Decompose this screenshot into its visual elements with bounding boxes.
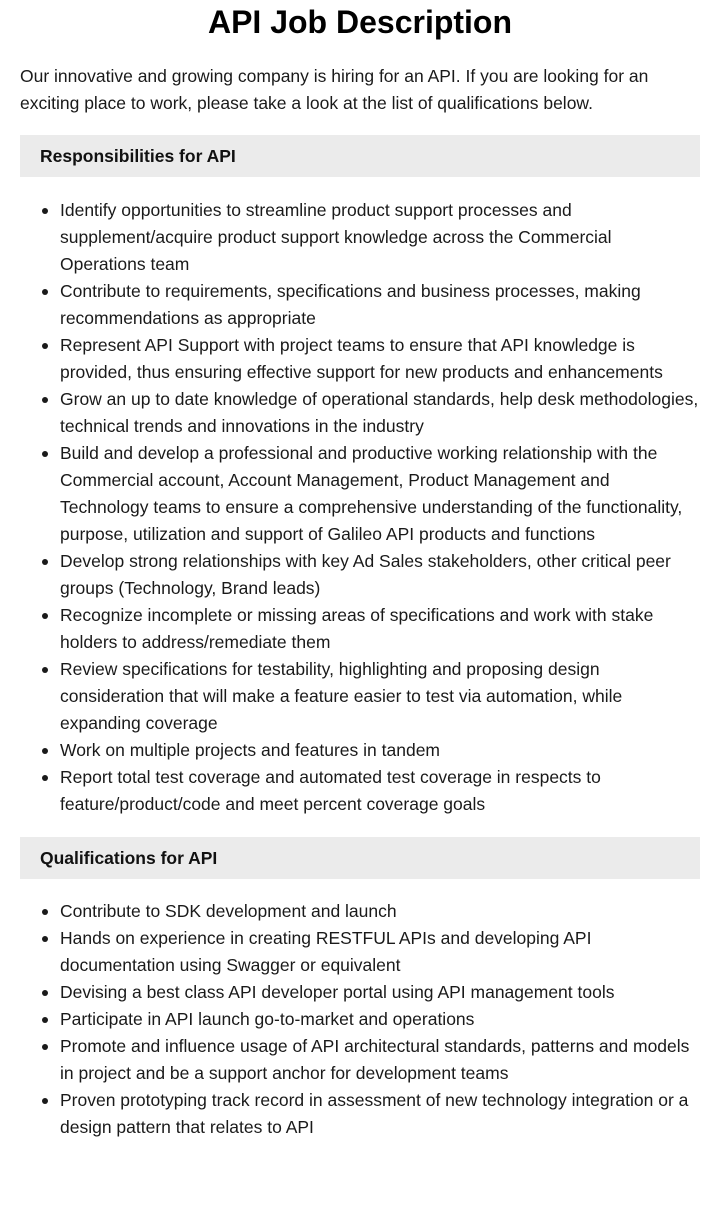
- bullet-icon: [42, 1017, 48, 1023]
- page-title: API Job Description: [207, 4, 513, 40]
- bullet-icon: [42, 936, 48, 942]
- list-item-text: Recognize incomplete or missing areas of specifications and work with stake holders to address/remediate them: [60, 605, 654, 652]
- list-item-text: Develop strong relationships with key Ad Sales stakeholders, other critical peer groups (Technology, Brand leads): [60, 551, 671, 598]
- intro-paragraph: Our innovative and growing company is hiring for an API. If you are looking for an exciting place to work, please take a look at the list of qualifications below.: [20, 66, 649, 113]
- bullet-icon: [42, 208, 48, 214]
- list-item: [60, 278, 700, 332]
- list-item-text: Participate in API launch go-to-market and operations: [60, 1009, 475, 1029]
- list-item: [60, 548, 700, 602]
- list-item-text: Build and develop a professional and productive working relationship with the Commercial account, Account Management, Product Management and Technology teams to ensure a comprehensive understanding of the functionality, purpose, utilization and support of Galileo API products and functions: [60, 443, 683, 544]
- section-header-qualifications: Qualifications for API: [20, 837, 700, 879]
- list-item-text: Work on multiple projects and features in tandem: [60, 740, 441, 760]
- list-item: [60, 925, 700, 979]
- list-item: [60, 737, 700, 764]
- bullet-icon: [42, 613, 48, 619]
- bullet-icon: [42, 909, 48, 915]
- list-item-text: Review specifications for testability, highlighting and proposing design consideration that will make a feature easier to test via automation, while expanding coverage: [60, 659, 623, 733]
- bullet-icon: [42, 451, 48, 457]
- qualifications-list: [20, 898, 700, 1141]
- list-item-text: Grow an up to date knowledge of operational standards, help desk methodologies, technical trends and innovations in the industry: [60, 389, 699, 436]
- list-item: [60, 440, 700, 548]
- list-item: [60, 898, 700, 925]
- list-item-text: Contribute to SDK development and launch: [60, 901, 397, 921]
- bullet-icon: [42, 343, 48, 349]
- bullet-icon: [42, 289, 48, 295]
- bullet-icon: [42, 748, 48, 754]
- list-item-text: Hands on experience in creating RESTFUL APIs and developing API documentation using Swagger or equivalent: [60, 928, 592, 975]
- list-item: [60, 764, 700, 818]
- bullet-icon: [42, 397, 48, 403]
- list-item: [60, 602, 700, 656]
- list-item-text: Represent API Support with project teams to ensure that API knowledge is provided, thus ensuring effective support for new products and enhancements: [60, 335, 663, 382]
- responsibilities-list: [20, 197, 700, 818]
- list-item: [60, 332, 700, 386]
- bullet-icon: [42, 1098, 48, 1104]
- bullet-icon: [42, 775, 48, 781]
- list-item: [60, 1087, 700, 1141]
- list-item-text: Promote and influence usage of API architectural standards, patterns and models in project and be a support anchor for development teams: [60, 1036, 690, 1083]
- list-item: [60, 1033, 700, 1087]
- list-item: [60, 386, 700, 440]
- section-header-responsibilities: Responsibilities for API: [20, 135, 700, 177]
- list-item: [60, 1006, 700, 1033]
- list-item: [60, 197, 700, 278]
- bullet-icon: [42, 990, 48, 996]
- bullet-icon: [42, 1044, 48, 1050]
- list-item-text: Proven prototyping track record in assessment of new technology integration or a design pattern that relates to API: [60, 1090, 689, 1137]
- list-item-text: Report total test coverage and automated test coverage in respects to feature/product/code and meet percent coverage goals: [60, 767, 601, 814]
- bullet-icon: [42, 667, 48, 673]
- list-item: [60, 979, 700, 1006]
- list-item: [60, 656, 700, 737]
- list-item-text: Contribute to requirements, specifications and business processes, making recommendations as appropriate: [60, 281, 641, 328]
- list-item-text: Identify opportunities to streamline product support processes and supplement/acquire product support knowledge across the Commercial Operations team: [60, 200, 612, 274]
- bullet-icon: [42, 559, 48, 565]
- list-item-text: Devising a best class API developer portal using API management tools: [60, 982, 615, 1002]
